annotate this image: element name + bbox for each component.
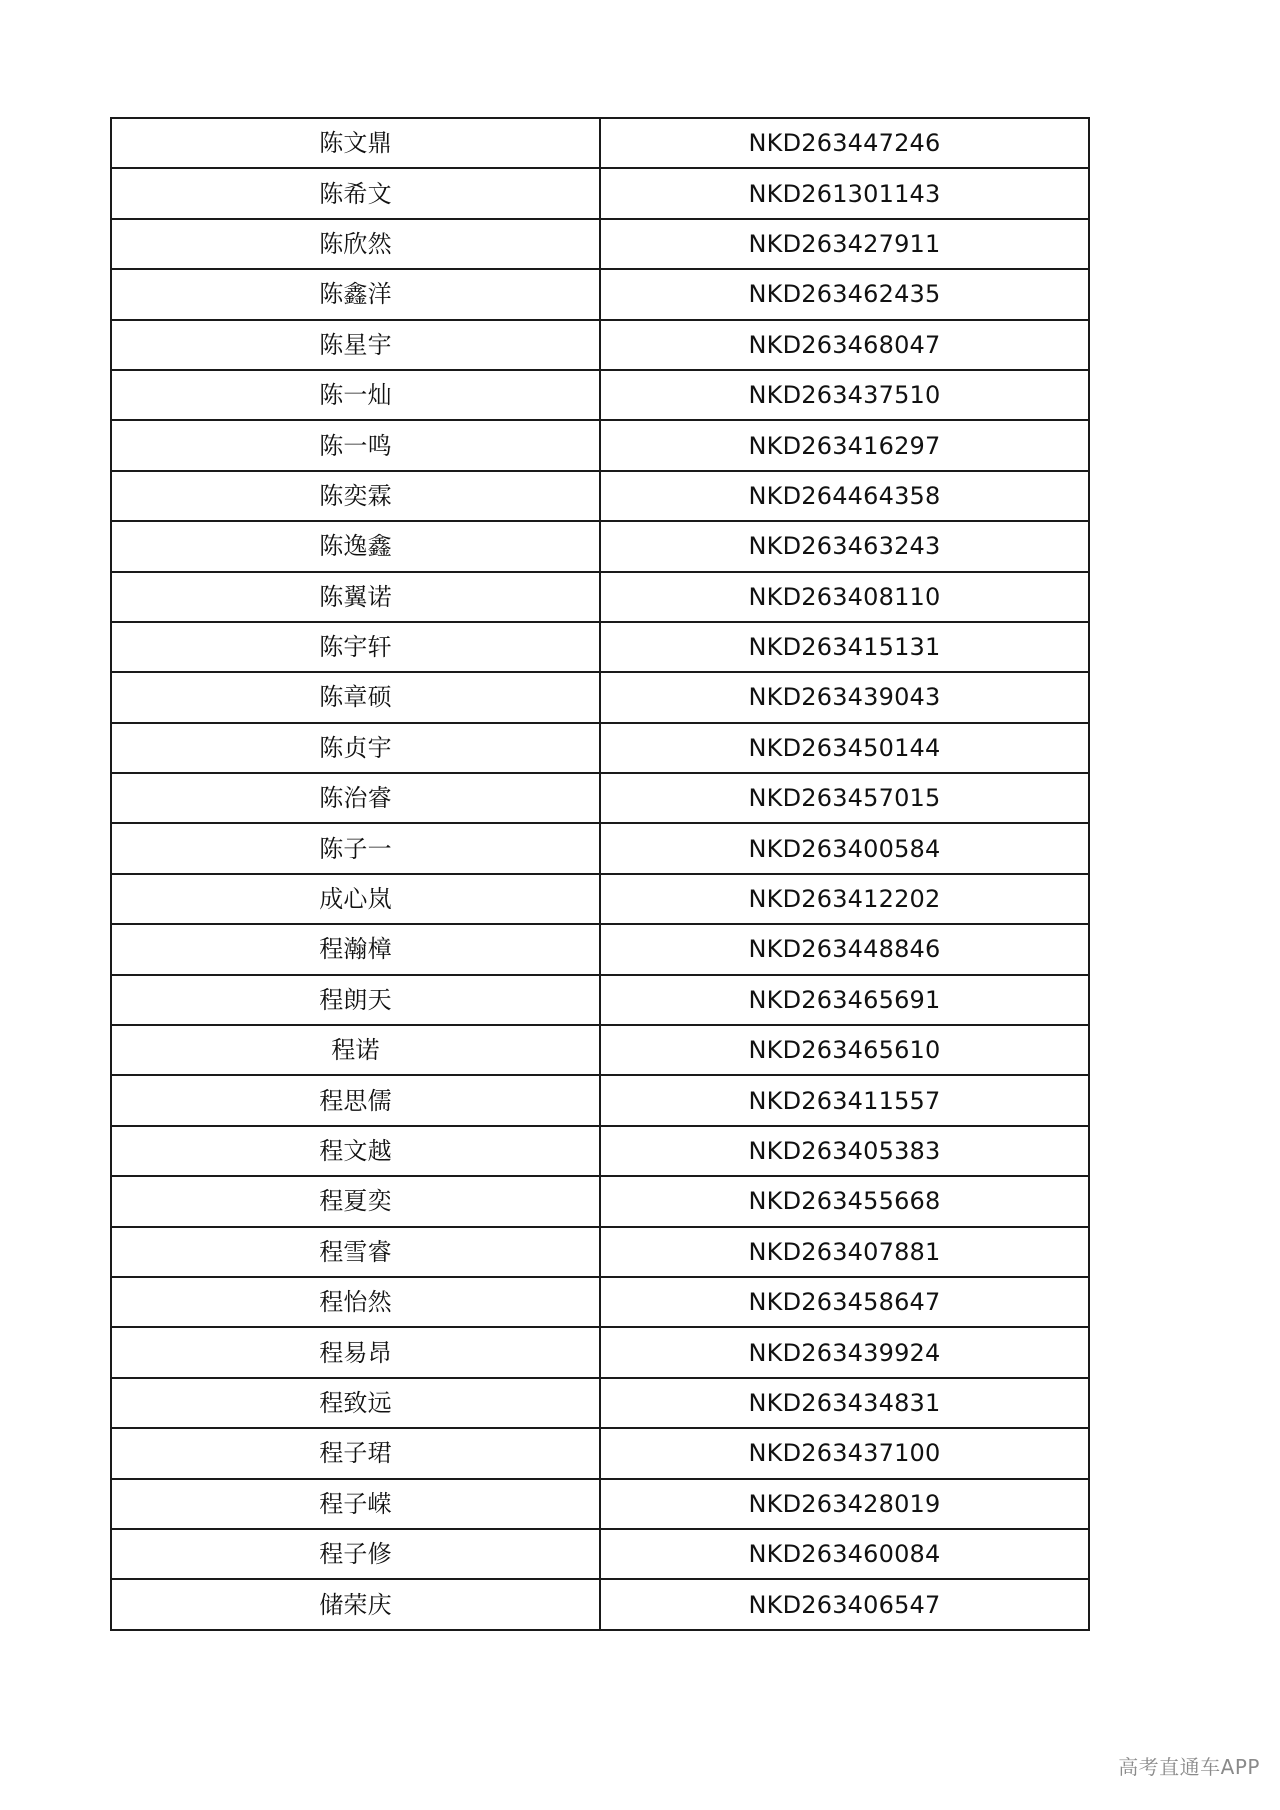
table-row: [111, 1428, 1089, 1478]
name-cell: 陈一鸣: [111, 420, 600, 470]
id-cell: NKD263455668: [600, 1176, 1089, 1226]
table-row: [111, 572, 1089, 622]
table-row: [111, 773, 1089, 823]
id-cell: NKD263465691: [600, 975, 1089, 1025]
name-cell: 陈希文: [111, 168, 600, 218]
id-cell: NKD263406547: [600, 1579, 1089, 1629]
name-cell: 储荣庆: [111, 1579, 600, 1629]
table-row: [111, 1126, 1089, 1176]
name-cell: 陈贞宇: [111, 723, 600, 773]
name-cell: 程思儒: [111, 1075, 600, 1125]
id-cell: NKD263450144: [600, 723, 1089, 773]
name-cell: 陈翼诺: [111, 572, 600, 622]
id-cell: NKD264464358: [600, 471, 1089, 521]
id-cell: NKD263412202: [600, 874, 1089, 924]
table-row: [111, 168, 1089, 218]
watermark-text: 高考直通车APP: [1118, 1755, 1260, 1779]
table-row: [111, 1277, 1089, 1327]
id-cell: NKD263463243: [600, 521, 1089, 571]
id-cell: NKD263447246: [600, 118, 1089, 168]
id-cell: NKD263408110: [600, 572, 1089, 622]
table-row: [111, 420, 1089, 470]
table-row: [111, 1327, 1089, 1377]
name-cell: 陈星宇: [111, 320, 600, 370]
name-cell: 程雪睿: [111, 1227, 600, 1277]
id-cell: NKD263457015: [600, 773, 1089, 823]
name-cell: 程子嵘: [111, 1479, 600, 1529]
name-cell: 程子修: [111, 1529, 600, 1579]
id-cell: NKD261301143: [600, 168, 1089, 218]
name-cell: 陈逸鑫: [111, 521, 600, 571]
id-cell: NKD263434831: [600, 1378, 1089, 1428]
table-row: [111, 975, 1089, 1025]
table-row: [111, 1378, 1089, 1428]
name-cell: 陈鑫洋: [111, 269, 600, 319]
name-cell: 程易昂: [111, 1327, 600, 1377]
table-row: [111, 521, 1089, 571]
table-row: [111, 118, 1089, 168]
table-row: [111, 320, 1089, 370]
table-row: [111, 672, 1089, 722]
table-row: [111, 1227, 1089, 1277]
name-cell: 陈治睿: [111, 773, 600, 823]
roster-table: [110, 117, 1090, 1631]
name-cell: 程诺: [111, 1025, 600, 1075]
name-cell: 程瀚樟: [111, 924, 600, 974]
id-cell: NKD263400584: [600, 823, 1089, 873]
name-cell: 陈宇轩: [111, 622, 600, 672]
name-cell: 程夏奕: [111, 1176, 600, 1226]
id-cell: NKD263448846: [600, 924, 1089, 974]
table-row: [111, 1529, 1089, 1579]
table-row: [111, 723, 1089, 773]
name-cell: 陈章硕: [111, 672, 600, 722]
id-cell: NKD263437100: [600, 1428, 1089, 1478]
name-cell: 程致远: [111, 1378, 600, 1428]
id-cell: NKD263439043: [600, 672, 1089, 722]
id-cell: NKD263407881: [600, 1227, 1089, 1277]
table-row: [111, 1479, 1089, 1529]
name-cell: 程朗天: [111, 975, 600, 1025]
name-cell: 程怡然: [111, 1277, 600, 1327]
id-cell: NKD263405383: [600, 1126, 1089, 1176]
table-row: [111, 924, 1089, 974]
name-cell: 陈文鼎: [111, 118, 600, 168]
name-cell: 成心岚: [111, 874, 600, 924]
name-cell: 陈子一: [111, 823, 600, 873]
id-cell: NKD263427911: [600, 219, 1089, 269]
table-row: [111, 874, 1089, 924]
id-cell: NKD263458647: [600, 1277, 1089, 1327]
name-cell: 程子珺: [111, 1428, 600, 1478]
name-cell: 陈欣然: [111, 219, 600, 269]
table-row: [111, 1075, 1089, 1125]
id-cell: NKD263437510: [600, 370, 1089, 420]
table-row: [111, 622, 1089, 672]
id-cell: NKD263428019: [600, 1479, 1089, 1529]
id-cell: NKD263468047: [600, 320, 1089, 370]
table-row: [111, 370, 1089, 420]
id-cell: NKD263411557: [600, 1075, 1089, 1125]
table-row: [111, 471, 1089, 521]
name-cell: 程文越: [111, 1126, 600, 1176]
name-cell: 陈一灿: [111, 370, 600, 420]
id-cell: NKD263465610: [600, 1025, 1089, 1075]
id-cell: NKD263462435: [600, 269, 1089, 319]
id-cell: NKD263415131: [600, 622, 1089, 672]
table-row: [111, 823, 1089, 873]
table-row: [111, 269, 1089, 319]
table-row: [111, 1176, 1089, 1226]
name-cell: 陈奕霖: [111, 471, 600, 521]
id-cell: NKD263416297: [600, 420, 1089, 470]
roster-table-body: [111, 118, 1089, 1630]
id-cell: NKD263439924: [600, 1327, 1089, 1377]
table-row: [111, 219, 1089, 269]
table-row: [111, 1025, 1089, 1075]
id-cell: NKD263460084: [600, 1529, 1089, 1579]
table-row: [111, 1579, 1089, 1629]
